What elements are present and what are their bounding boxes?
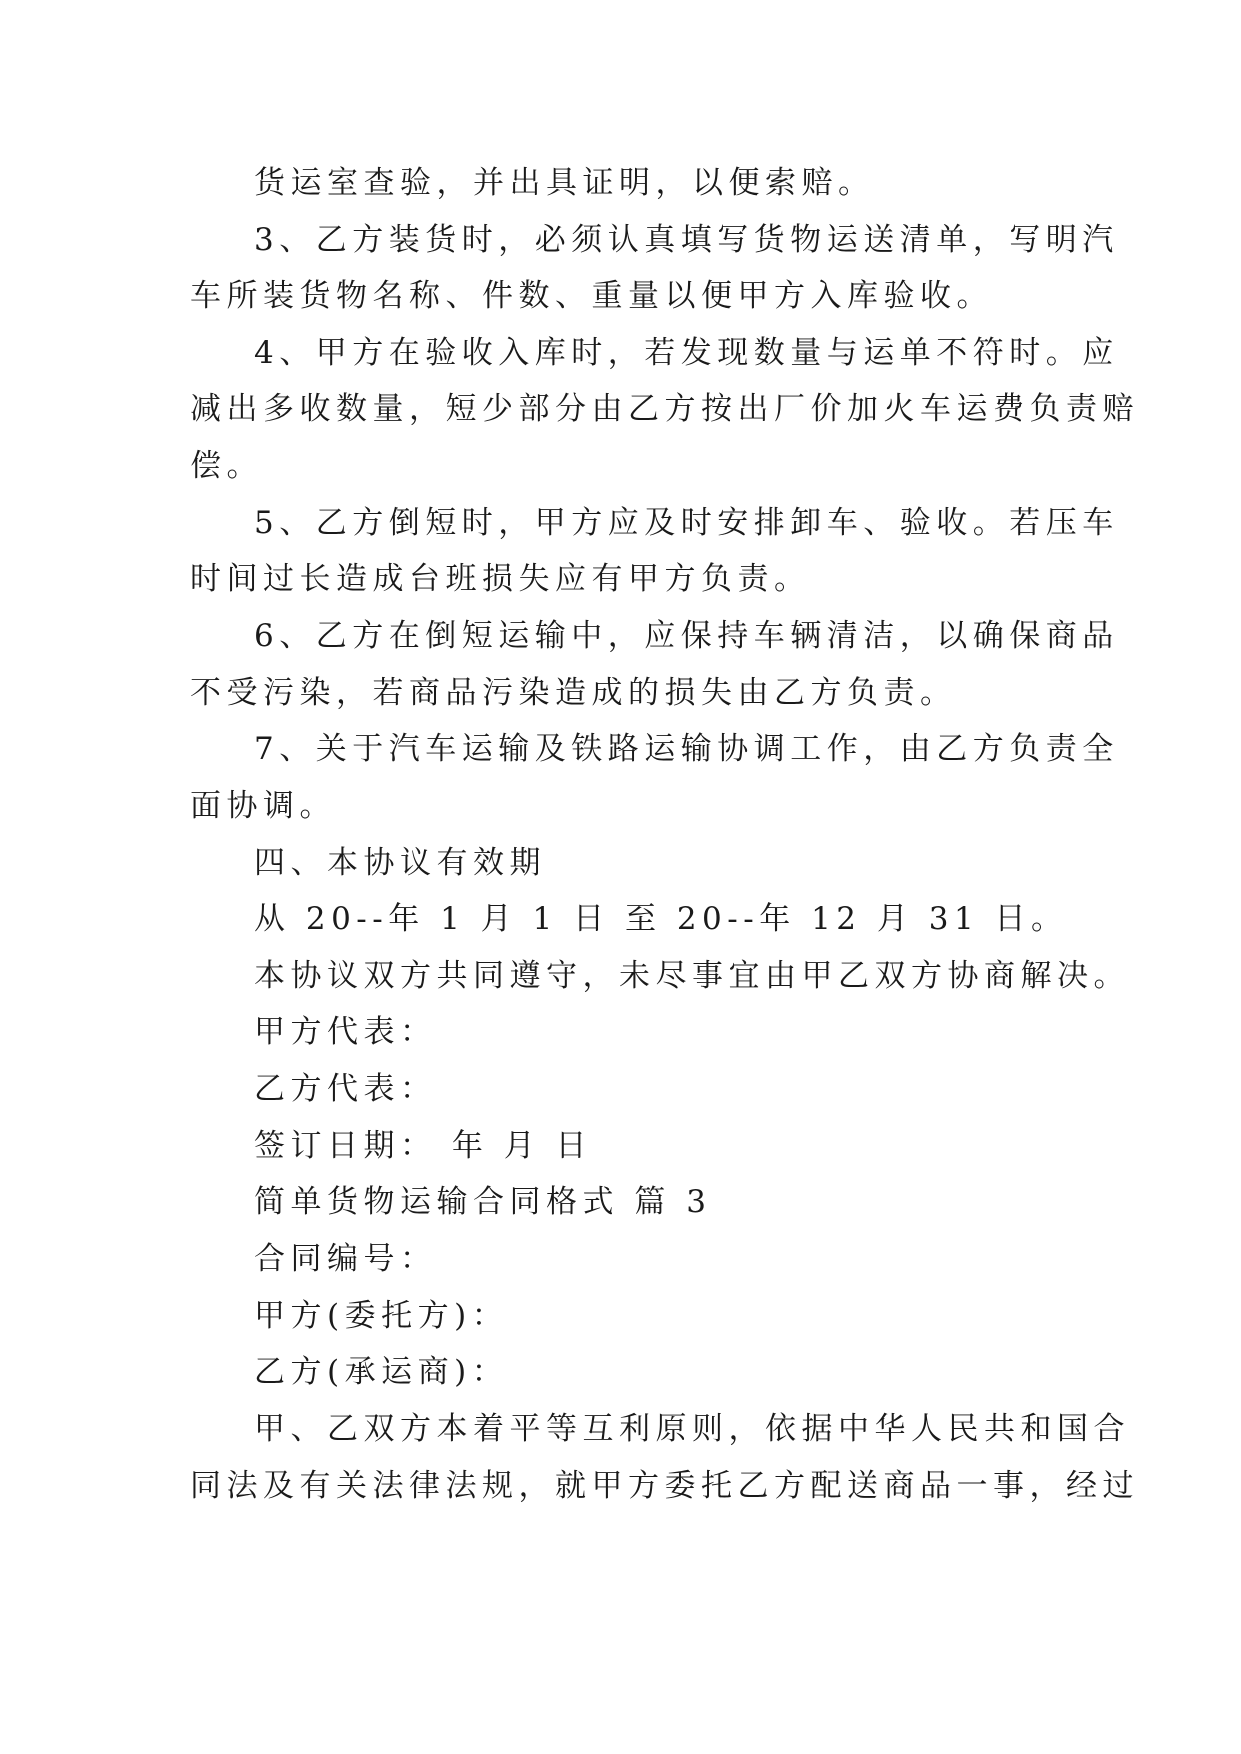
signing-date: 签订日期： 年 月 日 (254, 1128, 593, 1164)
text-line-preamble-1: 甲、乙双方本着平等互利原则，依据中华人民共和国合 (254, 1411, 1130, 1447)
section-heading-validity: 四、本协议有效期 (254, 845, 546, 881)
contract-number: 合同编号： (254, 1241, 437, 1277)
text-line-9: 6、乙方在倒短运输中，应保持车辆清洁，以确保商品 (254, 618, 1119, 654)
party-a-representative: 甲方代表： (254, 1014, 437, 1050)
party-b-label: 乙方(承运商)： (254, 1354, 509, 1390)
text-line-agreement: 本协议双方共同遵守，未尽事宜由甲乙双方协商解决。 (254, 958, 1130, 994)
text-line-8: 时间过长造成台班损失应有甲方负责。 (190, 561, 811, 597)
contract-title: 简单货物运输合同格式 篇 3 (254, 1184, 712, 1220)
party-b-representative: 乙方代表： (254, 1071, 437, 1107)
text-line-validity-period: 从 20--年 1 月 1 日 至 20--年 12 月 31 日。 (254, 901, 1068, 937)
text-line-4: 4、甲方在验收入库时，若发现数量与运单不符时。应 (254, 335, 1119, 371)
text-line-2: 3、乙方装货时，必须认真填写货物运送清单，写明汽 (254, 222, 1119, 258)
text-line-5: 减出多收数量，短少部分由乙方按出厂价加火车运费负责赔 (190, 391, 1139, 427)
text-line-3: 车所装货物名称、件数、重量以便甲方入库验收。 (190, 278, 993, 314)
text-line-10: 不受污染，若商品污染造成的损失由乙方负责。 (190, 675, 957, 711)
text-line-12: 面协调。 (190, 788, 336, 824)
party-a-label: 甲方(委托方)： (254, 1298, 509, 1334)
text-line-preamble-2: 同法及有关法律法规，就甲方委托乙方配送商品一事，经过 (190, 1468, 1139, 1504)
text-line-6: 偿。 (190, 448, 263, 484)
text-line-11: 7、关于汽车运输及铁路运输协调工作，由乙方负责全 (254, 731, 1119, 767)
text-line-1: 货运室查验，并出具证明，以便索赔。 (254, 165, 875, 201)
text-line-7: 5、乙方倒短时，甲方应及时安排卸车、验收。若压车 (254, 505, 1119, 541)
